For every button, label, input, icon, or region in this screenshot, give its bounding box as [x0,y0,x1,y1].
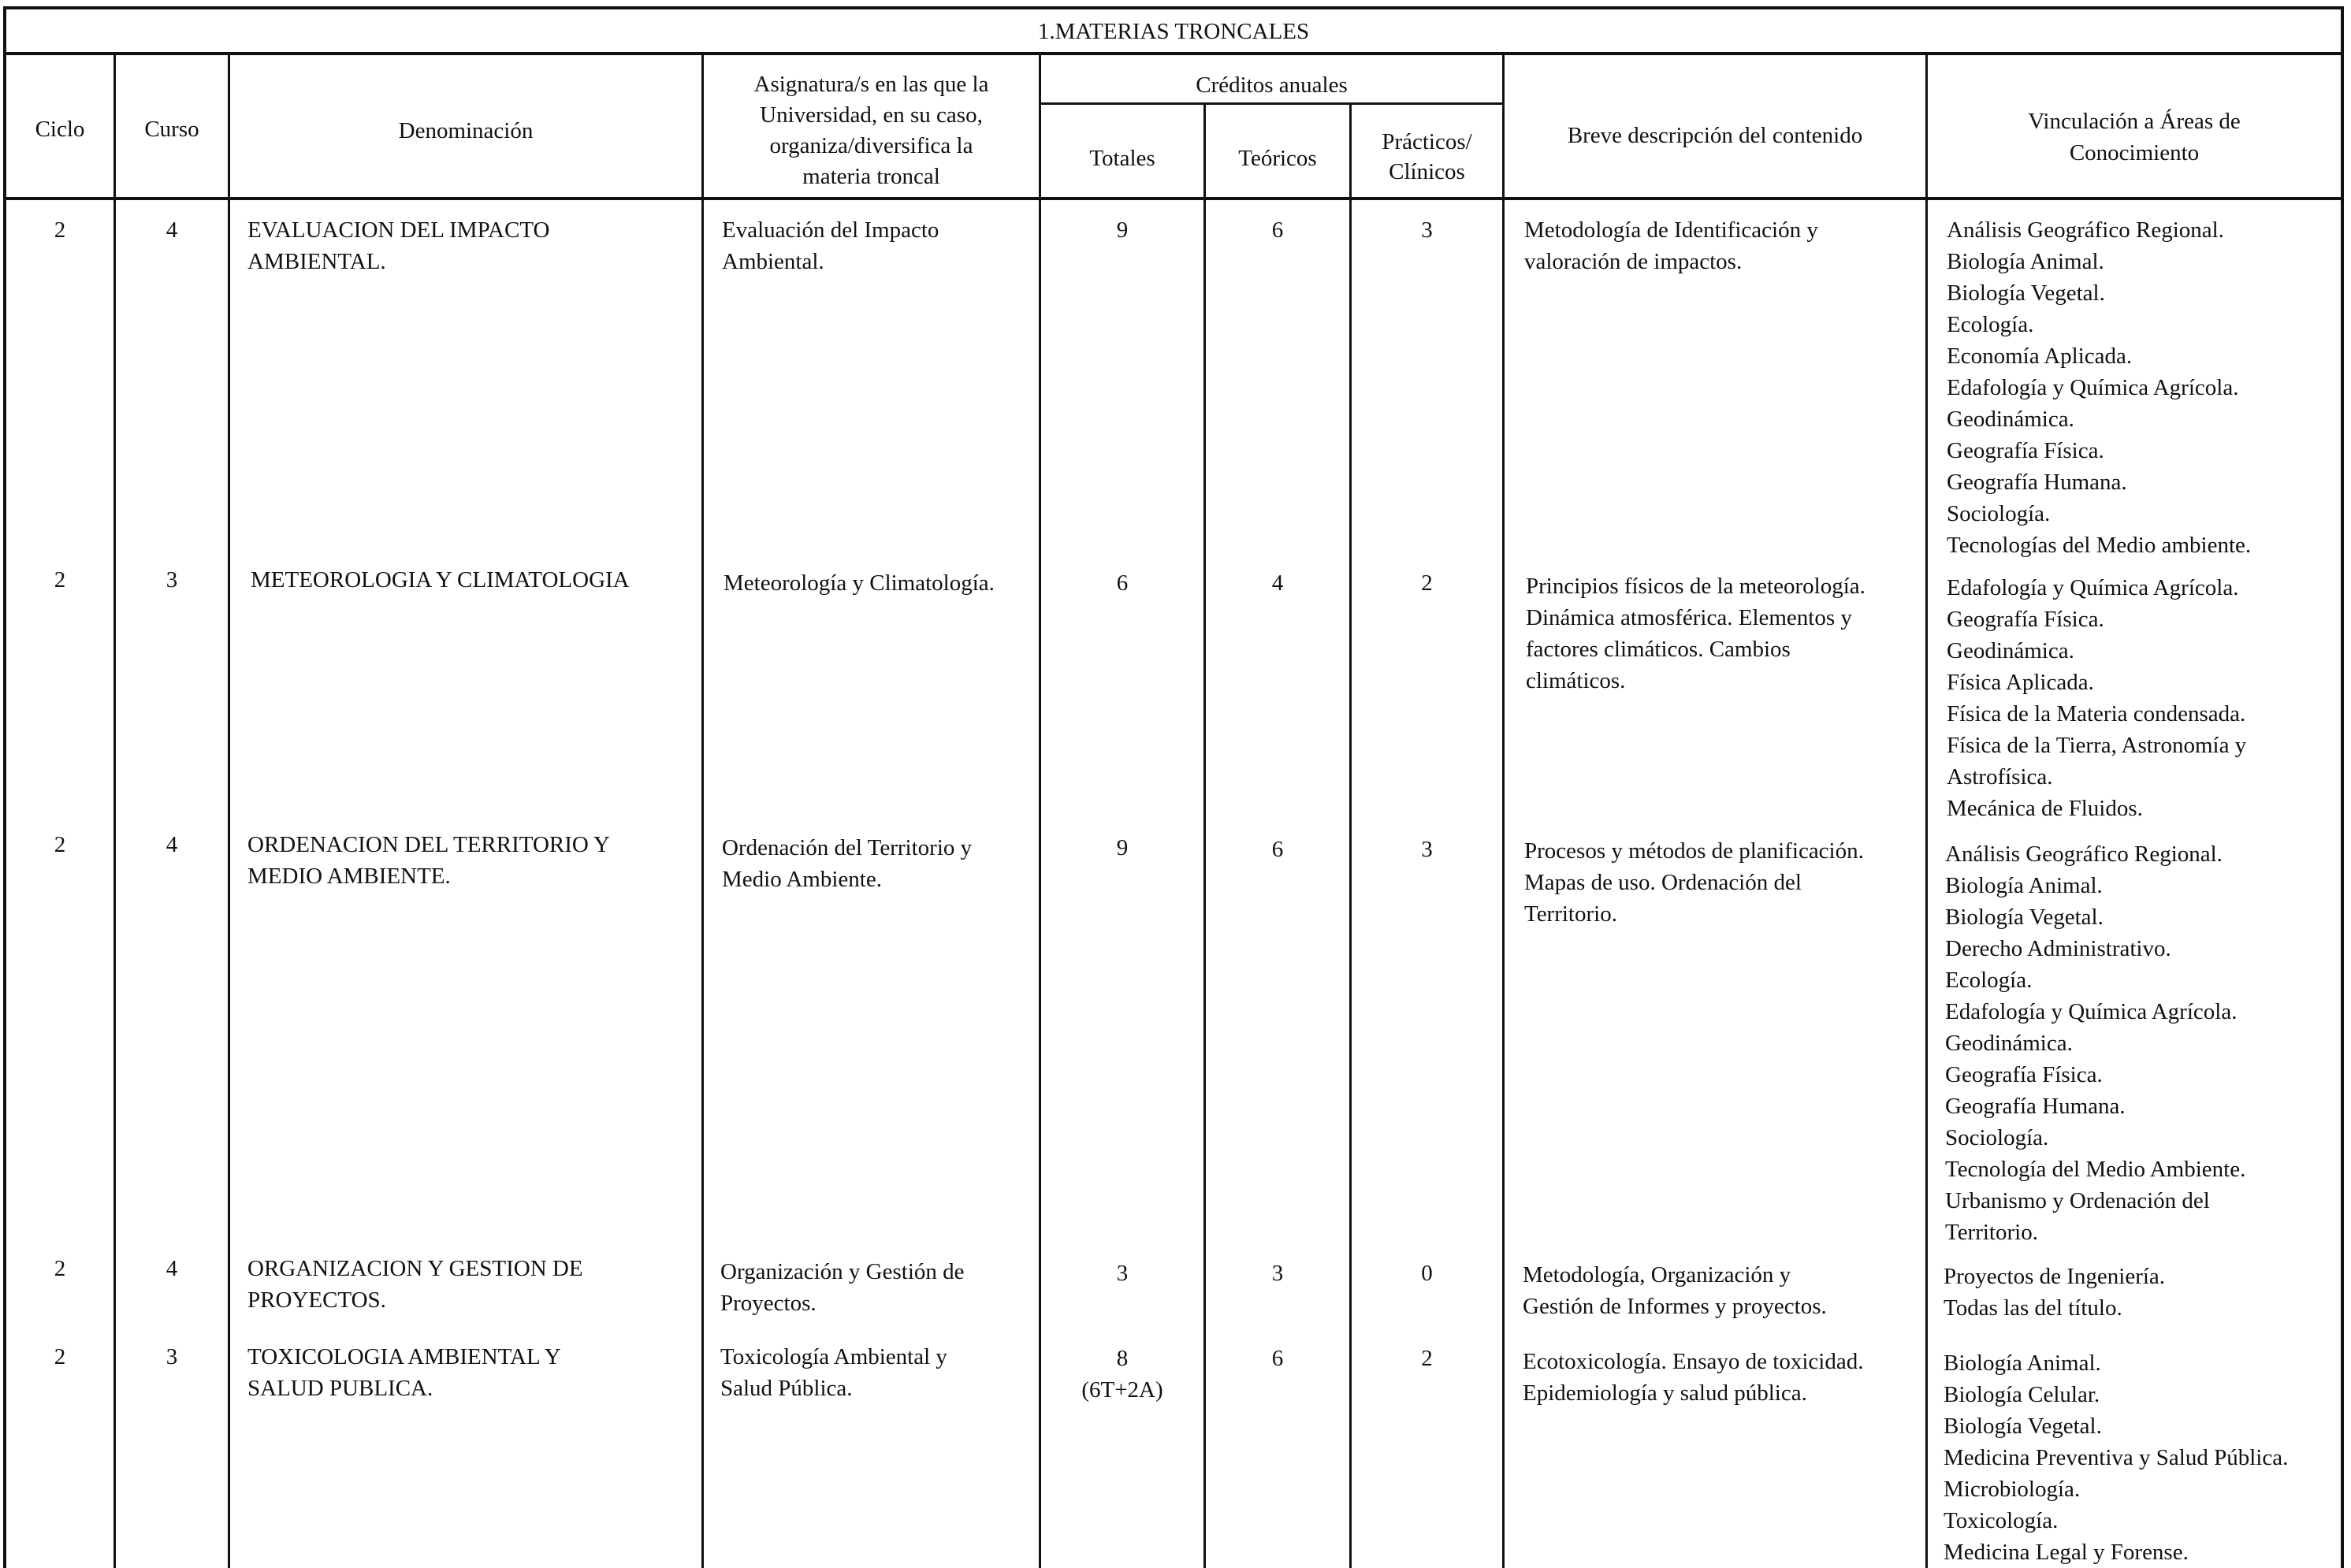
cell-ciclo: 2 [54,1344,66,1369]
cell-curso: 4 [166,1256,178,1281]
cell-asignatura: Toxicología Ambiental y Salud Pública. [720,1344,947,1401]
table-title: 1.MATERIAS TRONCALES [1037,19,1310,44]
cell-ciclo: 2 [54,217,66,243]
cell-teoricos: 3 [1271,1261,1284,1286]
cell-ciclo: 2 [54,1256,66,1281]
cell-areas: Edafología y Química Agrícola. Geografía Física. Geodinámica. Física Aplicada. Física de la Materia condensada. Física de la Tierra, Astronomía y Astrofísica. Mecánica de Fluidos. [1947,575,2247,821]
cell-areas: Biología Animal. Biología Celular. Biología Vegetal. Medicina Preventiva y Salud Pública. Microbiología. Toxicología. Medicina Legal y Forense. [1944,1351,2289,1565]
col-divider-creditos [1039,52,1041,1568]
col-divider-descripcion [1502,52,1505,1568]
cell-descripcion: Metodología, Organización y Gestión de Informes y proyectos. [1523,1262,1827,1319]
cell-denominacion: ORDENACION DEL TERRITORIO Y MEDIO AMBIENTE. [247,832,610,889]
header-creditos-anuales: Créditos anuales [1196,72,1348,98]
cell-totales: 3 [1116,1261,1129,1286]
cell-curso: 4 [166,217,178,243]
cell-descripcion: Ecotoxicología. Ensayo de toxicidad. Epidemiología y salud pública. [1523,1349,1864,1406]
cell-totales: 9 [1116,835,1129,860]
col-divider-areas [1925,52,1928,1568]
header-descripcion: Breve descripción del contenido [1567,123,1863,148]
cell-ciclo: 2 [54,567,66,593]
cell-curso: 3 [166,567,178,593]
cell-denominacion: ORGANIZACION Y GESTION DE PROYECTOS. [247,1256,583,1313]
header-teoricos: Teóricos [1238,146,1317,171]
cell-totales: 9 [1116,217,1129,243]
header-denominacion: Denominación [398,118,534,143]
header-bottom-border [3,197,2344,200]
header-totales: Totales [1089,146,1155,171]
cell-practicos: 2 [1421,1346,1433,1371]
header-practicos: Prácticos/ Clínicos [1382,129,1472,184]
cell-teoricos: 6 [1271,837,1284,862]
cell-teoricos: 4 [1271,570,1284,596]
cell-practicos: 0 [1421,1261,1433,1286]
cell-denominacion: EVALUACION DEL IMPACTO AMBIENTAL. [247,217,550,274]
cell-areas: Proyectos de Ingeniería. Todas las del título. [1944,1264,2166,1321]
cell-descripcion: Metodología de Identificación y valoración de impactos. [1524,217,1818,274]
cell-practicos: 3 [1421,217,1433,243]
col-divider-asignatura [701,52,704,1568]
cell-descripcion: Principios físicos de la meteorología. Dinámica atmosférica. Elementos y factores climáticos. Cambios climáticos. [1526,574,1866,693]
title-bottom-border [3,52,2344,55]
cell-asignatura: Organización y Gestión de Proyectos. [720,1259,965,1316]
cell-ciclo: 2 [54,832,66,857]
header-vinculacion: Vinculación a Áreas de Conocimiento [2028,109,2241,165]
cell-curso: 3 [166,1344,178,1369]
cell-curso: 4 [166,832,178,857]
cell-denominacion: METEOROLOGIA Y CLIMATOLOGIA [251,567,630,593]
cell-asignatura: Meteorología y Climatología. [724,570,995,596]
creditos-group-divider [1039,102,1504,105]
cell-areas: Análisis Geográfico Regional. Biología Animal. Biología Vegetal. Derecho Administrativo. Ecología. Edafología y Química Agrícola. Geodinámica. Geografía Física. Geografía Humana. Sociología. Tecnología del Medio Ambiente. Urbanismo y Ordenación del Territorio. [1945,842,2246,1245]
table-right-border [2341,6,2344,1568]
cell-denominacion: TOXICOLOGIA AMBIENTAL Y SALUD PUBLICA. [247,1344,561,1401]
header-asignatura: Asignatura/s en las que la Universidad, en su caso, organiza/diversifica la materia troncal [753,72,989,189]
col-divider-denominacion [228,52,230,1568]
cell-totales: 8 (6T+2A) [1081,1346,1163,1403]
cell-teoricos: 6 [1271,1346,1284,1371]
cell-teoricos: 6 [1271,217,1284,243]
header-curso: Curso [144,117,199,142]
header-ciclo: Ciclo [35,117,85,142]
cell-areas: Análisis Geográfico Regional. Biología Animal. Biología Vegetal. Ecología. Economía Aplicada. Edafología y Química Agrícola. Geodinámica. Geografía Física. Geografía Humana. Sociología. Tecnologías del Medio ambiente. [1947,217,2252,558]
cell-asignatura: Evaluación del Impacto Ambiental. [722,217,939,274]
cell-descripcion: Procesos y métodos de planificación. Mapas de uso. Ordenación del Territorio. [1524,838,1864,927]
cell-practicos: 2 [1421,570,1433,596]
cell-practicos: 3 [1421,837,1433,862]
table-top-border [3,6,2344,9]
cell-totales: 6 [1116,570,1129,596]
cell-asignatura: Ordenación del Territorio y Medio Ambiente. [722,835,973,892]
